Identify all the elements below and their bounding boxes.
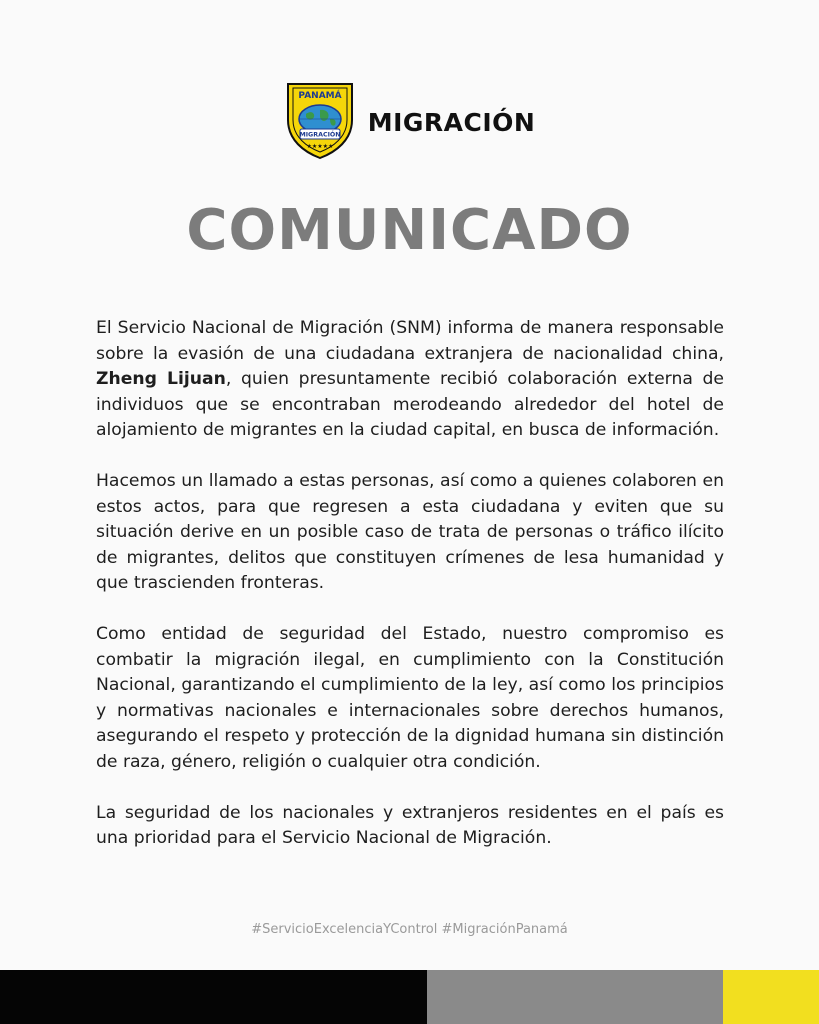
logo-top-text: PANAMÁ [298, 91, 342, 101]
header [0, 80, 819, 160]
paragraph-1-intro: El Servicio Nacional de Migración (SNM) informa de manera responsable sobre la evasión de una ciudadana extranjera de nacionalidad china, [96, 318, 724, 364]
paragraph-2: Hacemos un llamado a estas personas, así como a quienes colaboren en estos actos, para que regresen a esta ciudadana y eviten que su situación derive en un posible caso de trata de personas o tráfico ilícito de migrantes, delitos que constituyen crímenes de lesa humanidad y que trascienden fronteras. [96, 470, 724, 594]
footer-bar-gray [427, 970, 723, 1024]
page-title: COMUNICADO [186, 198, 633, 263]
brand-name: MIGRACIÓN [367, 107, 536, 137]
logo-stars: ★★★★★ [306, 143, 334, 150]
paragraph-1 [96, 316, 724, 444]
migracion-shield-logo [284, 80, 356, 160]
paragraph-3: Como entidad de seguridad del Estado, nuestro compromiso es combatir la migración ilegal, en cumplimiento con la Constitución Nacional, garantizando el cumplimiento de la ley, así como los principios y normativas nacionales e internacionales sobre derechos humanos, asegurando el respeto y protección de la dignidad humana sin distinción de raza, género, religión o cualquier otra condición. [96, 623, 724, 772]
hashtags: #ServicioExcelenciaYControl #MigraciónPanamá [251, 922, 568, 937]
logo-ribbon-text: MIGRACIÓN [299, 131, 341, 139]
paragraph-4: La seguridad de los nacionales y extranjeros residentes en el país es una prioridad para el Servicio Nacional de Migración. [96, 802, 724, 849]
person-name: Zheng Lijuan [96, 369, 226, 390]
footer-bar-yellow [723, 970, 819, 1024]
communique-body [96, 316, 724, 877]
footer-bar-black [0, 970, 427, 1024]
paragraph-1-rest: , quien presuntamente recibió colaboración externa de individuos que se encontraban merodeando alrededor del hotel de alojamiento de migrantes en la ciudad capital, en busca de información. [96, 369, 724, 441]
